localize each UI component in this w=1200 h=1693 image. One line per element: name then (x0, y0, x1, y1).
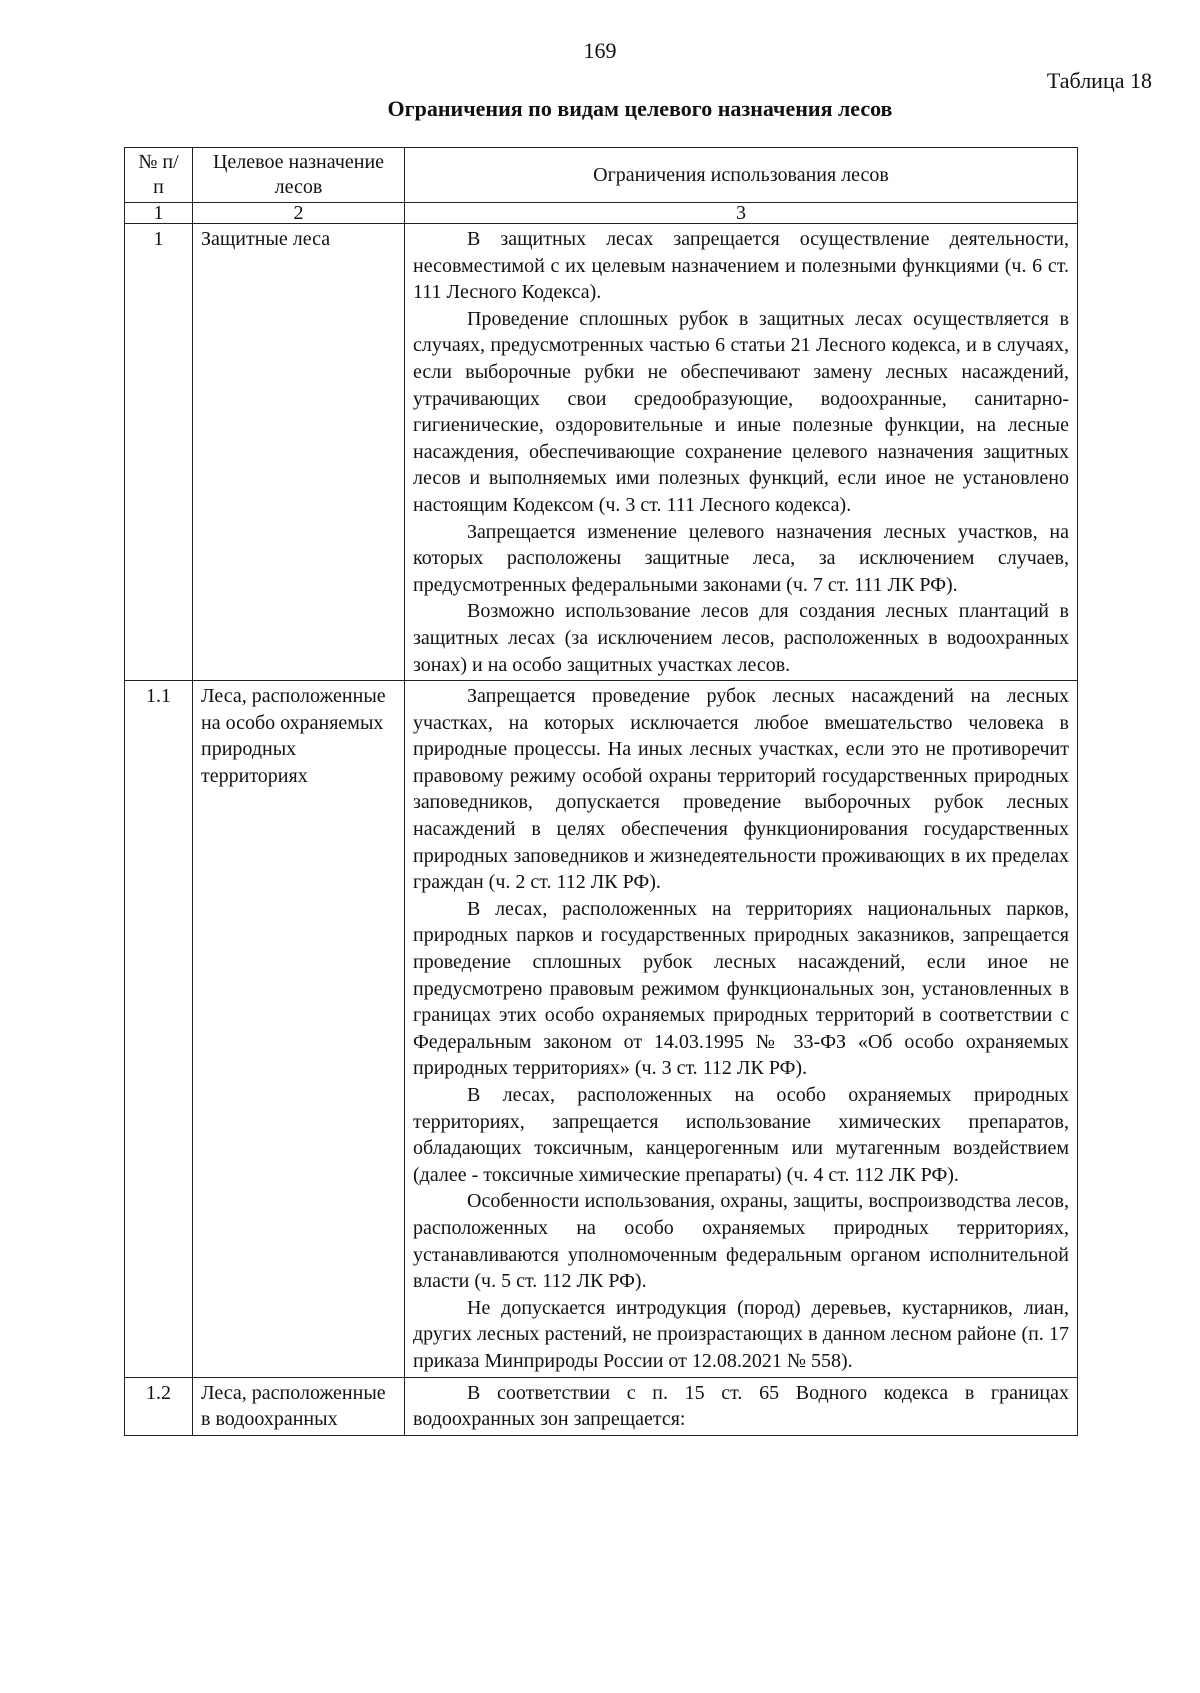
row-number: 1.2 (125, 1377, 193, 1435)
table-row (125, 224, 1078, 681)
restriction-paragraph: Проведение сплошных рубок в защитных лесах осуществляется в случаях, предусмотренных частью 6 статьи 21 Лесного кодекса, и в случаях, если выборочные рубки не обеспечивают замену лесных насаждений, утрачивающих свои средообразующие, водоохранные, санитарно-гигиенические, оздоровительные и иные полезные функции, на лесные насаждения, обеспечивающие сохранение целевого назначения защитных лесов и выполняемых ими полезных функций, если иное не установлено настоящим Кодексом (ч. 3 ст. 111 Лесного кодекса). (413, 307, 1069, 516)
index-cell-1: 1 (125, 203, 193, 224)
row-restrictions (405, 224, 1078, 681)
restriction-paragraph: Возможно использование лесов для создания лесных плантаций в защитных лесах (за исключением лесов, расположенных в водоохранных зонах) и на особо защитных участках лесов. (413, 600, 1069, 676)
table-row (125, 681, 1078, 1377)
restriction-paragraph: Не допускается интродукция (пород) деревьев, кустарников, лиан, других лесных растений, не произрастающих в данном лесном районе (п. 17 приказа Минприроды России от 12.08.2021 № 558). (413, 1296, 1069, 1372)
restrictions-table (124, 147, 1078, 1436)
row-purpose: Леса, расположенные в водоохранных (193, 1377, 405, 1435)
index-cell-3: 3 (405, 203, 1078, 224)
index-row (125, 203, 1078, 224)
document-title: Ограничения по видам целевого назначения лесов (387, 96, 893, 121)
row-purpose: Леса, расположенные на особо охраняемых природных территориях (193, 681, 405, 1377)
header-restrictions: Ограничения использования лесов (405, 148, 1078, 203)
index-cell-2: 2 (193, 203, 405, 224)
table-label: Таблица 18 (1046, 68, 1152, 93)
row-purpose: Защитные леса (193, 224, 405, 681)
row-number: 1 (125, 224, 193, 681)
restriction-paragraph: Особенности использования, охраны, защиты, воспроизводства лесов, расположенных на особо охраняемых природных территориях, устанавливаются уполномоченным федеральным органом исполнительной власти (ч. 5 ст. 112 ЛК РФ). (413, 1190, 1069, 1293)
restriction-paragraph: В соответствии с п. 15 ст. 65 Водного кодекса в границах водоохранных зон запрещается: (413, 1381, 1069, 1431)
header-purpose: Целевое назначение лесов (193, 148, 405, 203)
row-restrictions (405, 681, 1078, 1377)
restriction-paragraph: Запрещается проведение рубок лесных насаждений на лесных участках, на которых исключается любое вмешательство человека в природные процессы. На иных лесных участках, если это не противоречит правовому режиму особой охраны территорий государственных природных заповедников, допускается проведение выборочных рубок лесных насаждений в целях обеспечения функционирования государственных природных заповедников и жизнедеятельности проживающих в их пределах граждан (ч. 2 ст. 112 ЛК РФ). (413, 685, 1069, 894)
header-row (125, 148, 1078, 203)
restriction-paragraph: В лесах, расположенных на особо охраняемых природных территориях, запрещается использование химических препаратов, обладающих токсичным, канцерогенным или мутагенным воздействием (далее - токсичные химические препараты) (ч. 4 ст. 112 ЛК РФ). (413, 1084, 1069, 1186)
restriction-paragraph: В защитных лесах запрещается осуществление деятельности, несовместимой с их целевым назначением и полезными функциями (ч. 6 ст. 111 Лесного Кодекса). (413, 228, 1069, 304)
page-number: 169 (583, 38, 617, 63)
restriction-paragraph: Запрещается изменение целевого назначения лесных участков, на которых расположены защитные леса, за исключением случаев, предусмотренных федеральными законами (ч. 7 ст. 111 ЛК РФ). (413, 520, 1069, 596)
row-number: 1.1 (125, 681, 193, 1377)
row-restrictions (405, 1377, 1078, 1435)
header-num: № п/п (125, 148, 193, 203)
table-row (125, 1377, 1078, 1435)
restriction-paragraph: В лесах, расположенных на территориях национальных парков, природных парков и государственных природных заказников, запрещается проведение сплошных рубок лесных насаждений, если иное не предусмотрено правовым режимом функциональных зон, установленных в границах этих особо охраняемых природных территорий в соответствии с Федеральным законом от 14.03.1995 № 33-ФЗ «Об особо охраняемых природных территориях» (ч. 3 ст. 112 ЛК РФ). (413, 897, 1069, 1080)
